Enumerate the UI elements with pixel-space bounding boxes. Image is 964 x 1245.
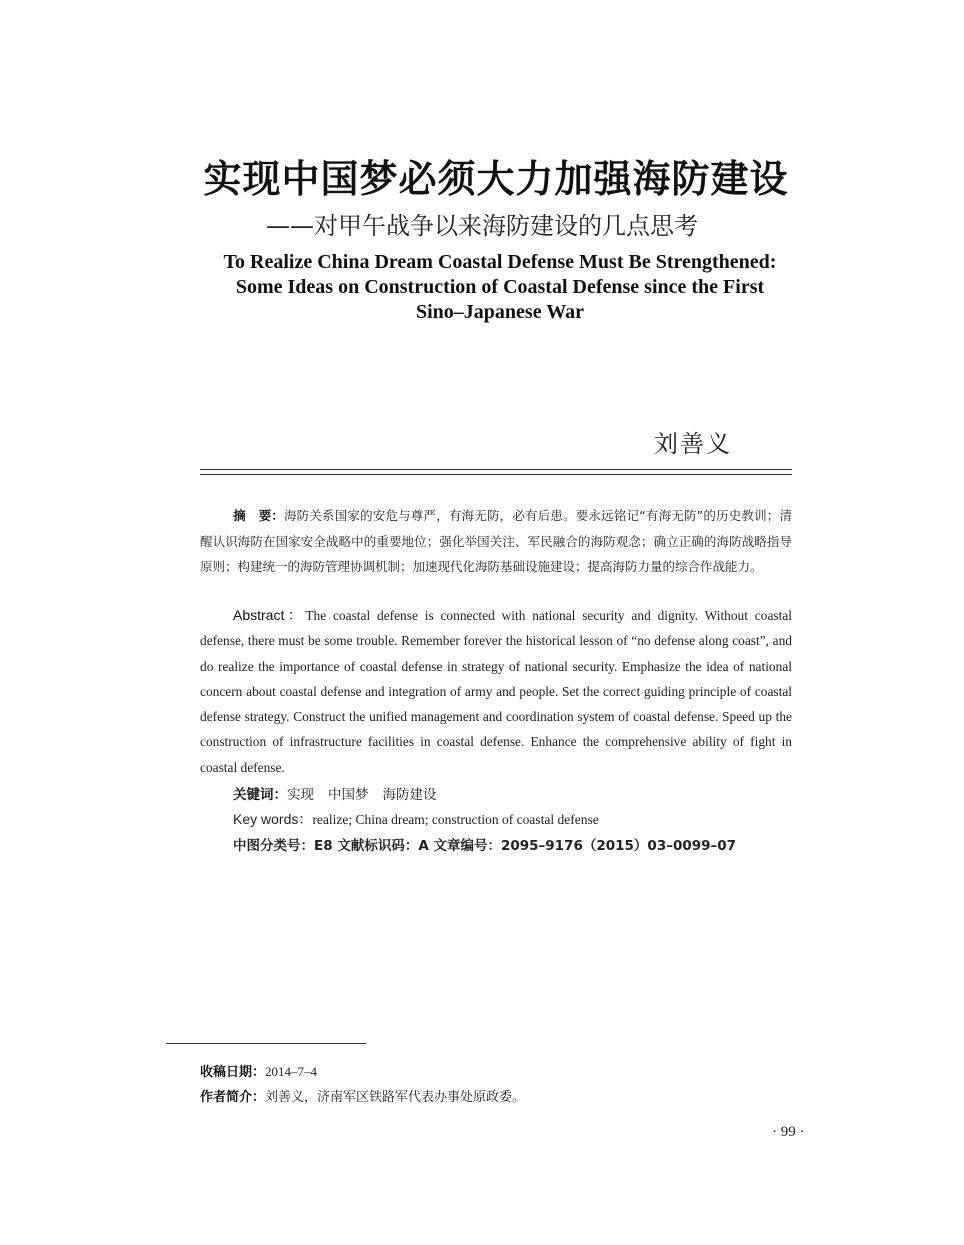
author-name: 刘善义 bbox=[654, 430, 732, 458]
title-en-line-3: Sino–Japanese War bbox=[416, 301, 584, 323]
footnote-received bbox=[200, 1061, 317, 1080]
received-label: 收稿日期： bbox=[200, 1065, 266, 1080]
header-rule-top bbox=[200, 469, 792, 470]
footnote-author-bio bbox=[200, 1086, 525, 1105]
title-en-line-2: Some Ideas on Construction of Coastal Defense since the First bbox=[235, 276, 765, 298]
keywords-cn bbox=[233, 783, 437, 803]
keywords-cn-label: 关键词： bbox=[233, 787, 287, 803]
keywords-en bbox=[233, 809, 599, 829]
keyword-item: 海防建设 bbox=[382, 787, 437, 803]
page-number: · 99 · bbox=[772, 1124, 805, 1140]
keywords-en-label: Key words： bbox=[233, 811, 313, 827]
classification-line: 中图分类号：E8 文献标识码：A 文章编号：2095–9176（2015）03–0099–07 bbox=[233, 838, 737, 854]
received-value: 2014–7–4 bbox=[265, 1064, 318, 1079]
paper-subtitle-cn: ——对甲午战争以来海防建设的几点思考 bbox=[266, 212, 698, 240]
bio-value: 刘善义，济南军区铁路军代表办事处原政委。 bbox=[265, 1090, 526, 1105]
abstract-en-text: The coastal defense is connected with national security and dignity. Without coastal defense, there must be some trouble. Remember forever the historical lesson of “no defense along coast”, and do realize the importance of coastal defense in strategy of national security. Emphasize the idea of national concern about coastal defense and integration of army and people. Set the correct guiding principle of coastal defense strategy. Construct the unified management and coordination system of coastal defense. Speed up the construction of infrastructure facilities in coastal defense. Enhance the comprehensive ability of fight in coastal defense. bbox=[200, 608, 792, 775]
keyword-item: 实现 bbox=[287, 787, 314, 803]
footnote-rule bbox=[166, 1043, 366, 1044]
abstract-cn-label: 摘 要： bbox=[233, 508, 284, 523]
bio-label: 作者简介： bbox=[200, 1090, 266, 1105]
abstract-en-label: Abstract： bbox=[233, 607, 306, 623]
abstract-cn-text: 海防关系国家的安危与尊严，有海无防，必有后患。要永远铭记“有海无防”的历史教训；清醒认识海防在国家安全战略中的重要地位；强化举国关注、军民融合的海防观念；确立正确的海防战略指导原则；构建统一的海防管理协调机制；加速现代化海防基础设施建设；提高海防力量的综合作战能力。 bbox=[200, 508, 792, 574]
paper-title-cn: 实现中国梦必须大力加强海防建设 bbox=[203, 156, 789, 201]
paper-title-en bbox=[160, 250, 840, 325]
abstract-en bbox=[200, 603, 792, 780]
title-en-line-1: To Realize China Dream Coastal Defense Must Be Strengthened: bbox=[223, 251, 777, 273]
header-rule-bottom bbox=[200, 474, 792, 475]
abstract-cn bbox=[200, 503, 792, 580]
keyword-item: 中国梦 bbox=[328, 787, 369, 803]
keywords-en-text: realize; China dream; construction of coastal defense bbox=[312, 812, 599, 827]
